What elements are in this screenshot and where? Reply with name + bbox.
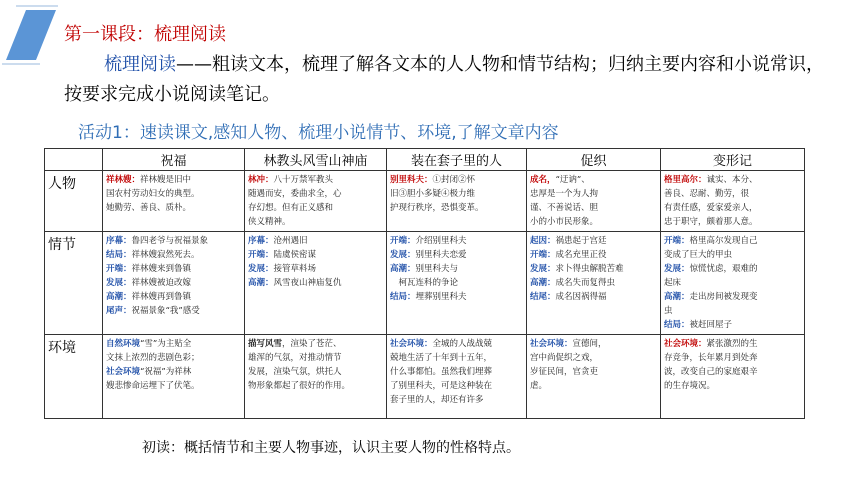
cell-value: 成名因祸得福 xyxy=(555,292,607,302)
cell-value: 什么事都怕。虽然我们埋葬 xyxy=(390,367,493,377)
cell-value: 随遇而安，委曲求全，心 xyxy=(248,189,342,199)
cell-value: 祸患起于宫廷 xyxy=(555,236,607,246)
cell-line xyxy=(106,365,241,379)
cell-value: 走出房间被发现变 xyxy=(689,292,758,302)
table-row xyxy=(45,171,805,232)
cell-line xyxy=(248,379,383,393)
cell-line xyxy=(248,276,383,290)
segment-title: 第一课段：梳理阅读 xyxy=(64,24,226,45)
cell-line xyxy=(530,351,657,365)
cell-key: 别里科夫： xyxy=(390,175,433,185)
cell-line xyxy=(530,187,657,201)
cell-line xyxy=(664,215,801,229)
cell-line xyxy=(106,201,241,215)
cell-line xyxy=(248,351,383,365)
footer-note: 初读：概括情节和主要人物事迹，认识主要人物的性格特点。 xyxy=(142,440,520,456)
cell-line xyxy=(106,304,241,318)
cell-key: 发展： xyxy=(530,264,556,274)
cell-text xyxy=(248,234,383,290)
cell-linjiaotou xyxy=(245,335,387,419)
cell-line xyxy=(106,173,241,187)
cell-line xyxy=(248,248,383,262)
cell-line xyxy=(530,248,657,262)
cell-value: 风雪夜山神庙复仇 xyxy=(273,278,342,288)
cell-line xyxy=(106,379,241,393)
cell-line xyxy=(664,365,801,379)
header-taozi: 装在套子里的人 xyxy=(387,149,527,171)
cell-line xyxy=(390,173,523,187)
cell-text xyxy=(390,337,523,407)
cell-value: 祥林嫂被迫改嫁 xyxy=(131,278,192,288)
cell-value: 别里科夫与 xyxy=(415,264,459,274)
cell-value: 全城的人战战兢 xyxy=(432,339,493,349)
cell-value: 护现行秩序，恐惧变革。 xyxy=(390,203,484,213)
cell-line xyxy=(530,262,657,276)
cell-value: ，渲染了苍茫、 xyxy=(282,339,342,349)
cell-key: 社会环境： xyxy=(390,339,433,349)
cell-line xyxy=(530,337,657,351)
cell-line xyxy=(248,187,383,201)
cell-value: 成名充里正役 xyxy=(555,250,607,260)
cell-key: 开端： xyxy=(106,264,132,274)
cell-line xyxy=(664,337,801,351)
cell-value: 别里科夫恋爱 xyxy=(415,250,467,260)
cell-value: 紧张激烈的生 xyxy=(706,339,758,349)
cell-line xyxy=(248,365,383,379)
cell-line xyxy=(248,215,383,229)
cell-key: 发展： xyxy=(664,264,690,274)
cell-line xyxy=(106,337,241,351)
cell-value: 物形象都起了很好的作用。 xyxy=(248,381,351,391)
cell-line xyxy=(106,248,241,262)
cell-value: “祝福”为祥林 xyxy=(140,367,192,377)
cell-line xyxy=(664,201,801,215)
header-corner xyxy=(45,149,103,171)
header-cuzhi: 促织 xyxy=(527,149,661,171)
cell-line xyxy=(530,290,657,304)
cell-value: 兢地生活了十年到十五年， xyxy=(390,353,493,363)
cell-value: 柯瓦连科的争论 xyxy=(390,278,459,288)
cell-value: 谨、不善说话、胆 xyxy=(530,203,599,213)
cell-key: 社会环境： xyxy=(530,339,573,349)
cell-value: 八十万禁军教头 xyxy=(273,175,334,185)
cell-value: 陆虞侯密谋 xyxy=(273,250,317,260)
cell-line xyxy=(106,187,241,201)
cell-key: 尾声： xyxy=(106,306,132,316)
cell-line xyxy=(530,201,657,215)
cell-key: 开端： xyxy=(390,236,416,246)
cell-text xyxy=(664,173,801,229)
cell-value: 存竞争，长年累月到处奔 xyxy=(664,353,758,363)
cell-value: 存幻想。但有正义感和 xyxy=(248,203,334,213)
cell-value: 诚实、本分、 xyxy=(706,175,758,185)
cell-key: 发展： xyxy=(390,250,416,260)
cell-key: 序幕： xyxy=(248,236,274,246)
cell-text xyxy=(106,337,241,393)
table-header-row xyxy=(45,149,805,171)
header-linjiaotou: 林教头风雪山神庙 xyxy=(245,149,387,171)
cell-value: 虫 xyxy=(664,306,673,316)
cell-line xyxy=(664,290,801,304)
cell-value: 变成了巨大的甲虫 xyxy=(664,250,733,260)
cell-value: “迂讷”、 xyxy=(555,175,590,185)
cell-line xyxy=(664,318,801,332)
cell-value: 祝福景象“我”感受 xyxy=(131,306,200,316)
cell-line xyxy=(390,234,523,248)
cell-value: 岁征民间，官贪吏 xyxy=(530,367,599,377)
cell-value: 格里高尔发现自己 xyxy=(689,236,758,246)
cell-line xyxy=(106,234,241,248)
cell-line xyxy=(248,234,383,248)
cell-value: 鲁四老爷与祝福景象 xyxy=(131,236,209,246)
cell-line xyxy=(664,173,801,187)
cell-taozi xyxy=(387,335,527,419)
cell-key: 社会环境： xyxy=(664,339,707,349)
cell-line xyxy=(390,187,523,201)
cell-line xyxy=(248,173,383,187)
cell-key: 结局： xyxy=(664,320,690,330)
cell-value: 沧州遇旧 xyxy=(273,236,308,246)
cell-key: 自然环境 xyxy=(106,339,141,349)
cell-value: 祥林嫂是旧中 xyxy=(140,175,192,185)
cell-value: 雄浑的气氛，对推动情节 xyxy=(248,353,342,363)
cell-line xyxy=(390,290,523,304)
cell-value: 祥林嫂再到鲁镇 xyxy=(131,292,192,302)
cell-line xyxy=(664,351,801,365)
cell-line xyxy=(106,290,241,304)
cell-key: 高潮： xyxy=(530,278,556,288)
cell-key: 结局： xyxy=(390,292,416,302)
intro-paragraph xyxy=(64,50,824,110)
cell-value: 波，改变自己的家庭艰辛 xyxy=(664,367,758,377)
cell-line xyxy=(664,276,801,290)
cell-value: 忠厚是一个为人拘 xyxy=(530,189,599,199)
header-zhufu: 祝福 xyxy=(103,149,245,171)
cell-value: 了别里科夫，可是这种装在 xyxy=(390,381,493,391)
cell-linjiaotou xyxy=(245,171,387,232)
cell-text xyxy=(106,234,241,318)
cell-value: 介绍别里科夫 xyxy=(415,236,467,246)
cell-line xyxy=(530,379,657,393)
cell-key: 成名， xyxy=(530,175,556,185)
header-bianxingji: 变形记 xyxy=(661,149,805,171)
cell-value: 旧③胆小多疑④极力维 xyxy=(390,189,476,199)
cell-text xyxy=(530,234,657,304)
cell-key: 林冲： xyxy=(248,175,274,185)
cell-value: 侠义精神。 xyxy=(248,217,291,227)
cell-line xyxy=(390,276,523,290)
cell-value: 被赶回屋子 xyxy=(689,320,733,330)
cell-text xyxy=(664,234,801,332)
cell-line xyxy=(664,304,801,318)
cell-line xyxy=(106,262,241,276)
cell-value: 发展，渲染气氛，烘托人 xyxy=(248,367,342,377)
cell-value: 国农村劳动妇女的典型。 xyxy=(106,189,200,199)
cell-value: 文抹上浓烈的悲剧色彩； xyxy=(106,353,200,363)
cell-line xyxy=(390,248,523,262)
cell-line xyxy=(248,262,383,276)
cell-text xyxy=(530,173,657,229)
row-label: 环境 xyxy=(45,335,103,419)
cell-line xyxy=(530,365,657,379)
cell-key: 高潮： xyxy=(664,292,690,302)
cell-key: 开端： xyxy=(248,250,274,260)
cell-line xyxy=(106,351,241,365)
cell-value: 小的小市民形象。 xyxy=(530,217,599,227)
cell-value: 忠于职守，颇着那人意。 xyxy=(664,217,758,227)
cell-value: “雪”为主贴全 xyxy=(140,339,192,349)
cell-line xyxy=(390,262,523,276)
cell-line xyxy=(664,379,801,393)
cell-line xyxy=(390,379,523,393)
cell-zhufu xyxy=(103,232,245,335)
cell-linjiaotou xyxy=(245,232,387,335)
cell-key: 高潮： xyxy=(390,264,416,274)
cell-cuzhi xyxy=(527,335,661,419)
cell-value: 起床 xyxy=(664,278,682,288)
cell-zhufu xyxy=(103,171,245,232)
cell-cuzhi xyxy=(527,171,661,232)
cell-key: 发展： xyxy=(248,264,274,274)
cell-text xyxy=(664,337,801,393)
cell-taozi xyxy=(387,171,527,232)
cell-line xyxy=(248,337,383,351)
cell-key: 起因： xyxy=(530,236,556,246)
cell-line xyxy=(390,201,523,215)
cell-key: 高潮： xyxy=(248,278,274,288)
cell-line xyxy=(530,173,657,187)
cell-value: 宫中尚促织之戏， xyxy=(530,353,599,363)
cell-line xyxy=(530,234,657,248)
cell-value: 埋葬别里科夫 xyxy=(415,292,467,302)
cell-key: 描写风雪 xyxy=(248,339,283,349)
cell-text xyxy=(530,337,657,393)
cell-key: 结尾： xyxy=(530,292,556,302)
cell-key: 发展： xyxy=(106,278,132,288)
cell-line xyxy=(390,337,523,351)
cell-value: 的生存境况。 xyxy=(664,381,716,391)
cell-text xyxy=(390,234,523,304)
cell-value: 成名失而复得虫 xyxy=(555,278,616,288)
cell-text xyxy=(248,337,383,393)
cell-key: 开端： xyxy=(530,250,556,260)
cell-value: 她勤劳、善良、质朴。 xyxy=(106,203,192,213)
cell-key: 开端： xyxy=(664,236,690,246)
cell-line xyxy=(530,276,657,290)
cell-value: 嫂悲惨命运埋下了伏笔。 xyxy=(106,381,200,391)
cell-value: 求卜得虫解脱苦难 xyxy=(555,264,624,274)
cell-zhufu xyxy=(103,335,245,419)
cell-key: 结局： xyxy=(106,250,132,260)
cell-value: 祥林嫂来到鲁镇 xyxy=(131,264,192,274)
cell-line xyxy=(248,201,383,215)
cell-key: 高潮： xyxy=(106,292,132,302)
cell-value: 善良、忍耐、勤劳，很 xyxy=(664,189,750,199)
cell-taozi xyxy=(387,232,527,335)
cell-bianxingji xyxy=(661,171,805,232)
cell-cuzhi xyxy=(527,232,661,335)
cell-value: 虐。 xyxy=(530,381,548,391)
cell-value: 有责任感，爱家爱亲人， xyxy=(664,203,758,213)
cell-value: 惊慌忧虑，艰难的 xyxy=(689,264,758,274)
cell-key: 序幕： xyxy=(106,236,132,246)
cell-text xyxy=(106,173,241,215)
novel-notes-table xyxy=(44,148,805,419)
intro-highlight: 梳理阅读 xyxy=(104,54,176,75)
cell-key: 社会环境 xyxy=(106,367,141,377)
cell-key: 格里高尔： xyxy=(664,175,707,185)
cell-line xyxy=(664,234,801,248)
parallelogram-logo-icon xyxy=(0,0,62,66)
table-row xyxy=(45,232,805,335)
cell-line xyxy=(664,248,801,262)
cell-value: 祥林嫂寂然死去。 xyxy=(131,250,200,260)
cell-line xyxy=(664,187,801,201)
cell-text xyxy=(390,173,523,215)
cell-line xyxy=(664,262,801,276)
cell-bianxingji xyxy=(661,335,805,419)
row-label: 人物 xyxy=(45,171,103,232)
cell-text xyxy=(248,173,383,229)
activity-heading: 活动1：速读课文,感知人物、梳理小说情节、环境,了解文章内容 xyxy=(78,123,559,143)
row-label: 情节 xyxy=(45,232,103,335)
cell-line xyxy=(390,351,523,365)
cell-bianxingji xyxy=(661,232,805,335)
cell-line xyxy=(390,393,523,407)
table-row xyxy=(45,335,805,419)
cell-value: 接管草料场 xyxy=(273,264,317,274)
cell-value: 套子里的人，却还有许多 xyxy=(390,395,484,405)
cell-value: 宣德间， xyxy=(572,339,607,349)
cell-line xyxy=(530,215,657,229)
cell-line xyxy=(106,276,241,290)
intro-text: ——粗读文本，梳理了解各文本的人人物和情节结构；归纳主要内容和小说常识，按要求完成小说阅读笔记。 xyxy=(64,54,824,105)
cell-line xyxy=(390,365,523,379)
cell-value: ①封闭②怀 xyxy=(432,175,476,185)
cell-key: 祥林嫂： xyxy=(106,175,141,185)
